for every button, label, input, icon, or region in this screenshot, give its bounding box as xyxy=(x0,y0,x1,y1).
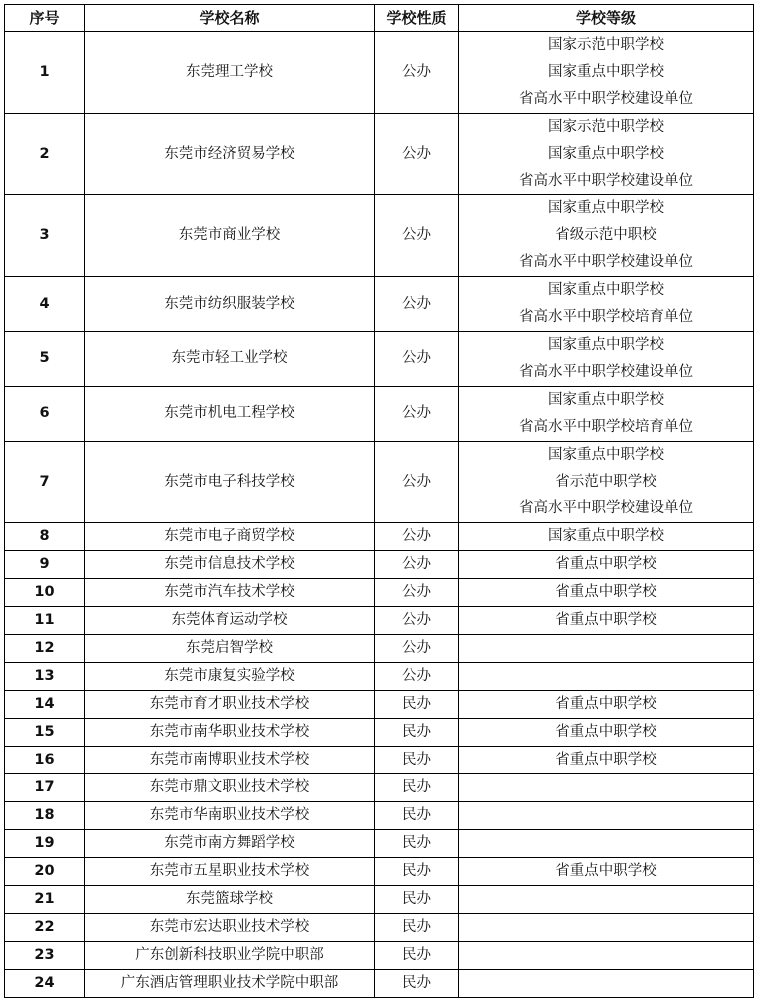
row-index: 8 xyxy=(5,523,85,551)
school-name: 东莞市机电工程学校 xyxy=(85,386,375,441)
school-level: 省重点中职学校 xyxy=(555,863,657,880)
school-level: 省重点中职学校 xyxy=(555,584,657,601)
school-level: 国家重点中职学校 xyxy=(548,391,664,408)
header-name: 学校名称 xyxy=(85,5,375,32)
table-row xyxy=(5,662,754,690)
row-index: 1 xyxy=(5,32,85,114)
school-name: 东莞市育才职业技术学校 xyxy=(85,690,375,718)
school-name: 东莞市经济贸易学校 xyxy=(85,113,375,195)
school-name: 东莞市南博职业技术学校 xyxy=(85,746,375,774)
row-index: 15 xyxy=(5,718,85,746)
school-level: 国家重点中职学校 xyxy=(548,336,664,353)
header-level: 学校等级 xyxy=(459,5,754,32)
row-index: 23 xyxy=(5,941,85,969)
school-level-cell xyxy=(459,579,754,607)
school-name: 东莞体育运动学校 xyxy=(85,607,375,635)
school-level: 省高水平中职学校建设单位 xyxy=(519,500,693,517)
school-level: 省高水平中职学校建设单位 xyxy=(519,254,693,271)
school-level-cell xyxy=(459,886,754,914)
table-row xyxy=(5,579,754,607)
school-level-cell xyxy=(459,774,754,802)
school-type: 公办 xyxy=(375,32,459,114)
school-level: 省示范中职学校 xyxy=(555,473,657,490)
school-type: 公办 xyxy=(375,662,459,690)
school-type: 民办 xyxy=(375,941,459,969)
row-index: 13 xyxy=(5,662,85,690)
table-row xyxy=(5,331,754,386)
school-level-cell xyxy=(459,551,754,579)
school-level: 国家重点中职学校 xyxy=(548,446,664,463)
row-index: 21 xyxy=(5,886,85,914)
school-level: 省高水平中职学校建设单位 xyxy=(519,90,693,107)
row-index: 4 xyxy=(5,277,85,332)
row-index: 22 xyxy=(5,914,85,942)
school-level: 省重点中职学校 xyxy=(555,723,657,740)
table-body xyxy=(5,32,754,998)
school-level: 国家重点中职学校 xyxy=(548,528,664,545)
school-type: 公办 xyxy=(375,579,459,607)
header-index: 序号 xyxy=(5,5,85,32)
school-type: 民办 xyxy=(375,718,459,746)
row-index: 12 xyxy=(5,634,85,662)
school-level: 省重点中职学校 xyxy=(555,556,657,573)
school-level: 省重点中职学校 xyxy=(555,751,657,768)
table-row xyxy=(5,607,754,635)
school-type: 民办 xyxy=(375,858,459,886)
school-name: 东莞市电子科技学校 xyxy=(85,441,375,523)
school-level: 国家重点中职学校 xyxy=(548,145,664,162)
row-index: 3 xyxy=(5,195,85,277)
row-index: 11 xyxy=(5,607,85,635)
school-name: 东莞市南方舞蹈学校 xyxy=(85,830,375,858)
school-level-cell xyxy=(459,32,754,114)
school-type: 民办 xyxy=(375,802,459,830)
school-level-cell xyxy=(459,690,754,718)
row-index: 16 xyxy=(5,746,85,774)
table-row xyxy=(5,914,754,942)
school-name: 东莞市鼎文职业技术学校 xyxy=(85,774,375,802)
table-row xyxy=(5,830,754,858)
table-row xyxy=(5,718,754,746)
table-row xyxy=(5,523,754,551)
school-type: 公办 xyxy=(375,195,459,277)
school-name: 东莞市轻工业学校 xyxy=(85,331,375,386)
school-level: 省级示范中职校 xyxy=(555,227,657,244)
school-level: 国家重点中职学校 xyxy=(548,200,664,217)
school-type: 公办 xyxy=(375,277,459,332)
table-row xyxy=(5,113,754,195)
row-index: 18 xyxy=(5,802,85,830)
school-level-cell xyxy=(459,830,754,858)
school-table xyxy=(4,4,754,998)
school-level: 国家示范中职学校 xyxy=(548,118,664,135)
school-name: 东莞启智学校 xyxy=(85,634,375,662)
school-level-cell xyxy=(459,277,754,332)
table-row xyxy=(5,746,754,774)
school-name: 东莞理工学校 xyxy=(85,32,375,114)
school-level: 国家重点中职学校 xyxy=(548,63,664,80)
school-level-cell xyxy=(459,634,754,662)
school-level: 省高水平中职学校建设单位 xyxy=(519,363,693,380)
table-row xyxy=(5,941,754,969)
table-row xyxy=(5,195,754,277)
school-type: 民办 xyxy=(375,774,459,802)
school-type: 民办 xyxy=(375,914,459,942)
table-row xyxy=(5,441,754,523)
school-name: 东莞市五星职业技术学校 xyxy=(85,858,375,886)
school-type: 民办 xyxy=(375,690,459,718)
school-name: 广东创新科技职业学院中职部 xyxy=(85,941,375,969)
school-level-cell xyxy=(459,441,754,523)
school-type: 公办 xyxy=(375,441,459,523)
school-name: 东莞市南华职业技术学校 xyxy=(85,718,375,746)
row-index: 9 xyxy=(5,551,85,579)
school-name: 东莞市康复实验学校 xyxy=(85,662,375,690)
school-level-cell xyxy=(459,113,754,195)
table-row xyxy=(5,886,754,914)
school-name: 东莞市宏达职业技术学校 xyxy=(85,914,375,942)
school-level: 国家重点中职学校 xyxy=(548,282,664,299)
school-level-cell xyxy=(459,969,754,997)
row-index: 10 xyxy=(5,579,85,607)
school-type: 民办 xyxy=(375,886,459,914)
school-type: 民办 xyxy=(375,969,459,997)
school-type: 公办 xyxy=(375,113,459,195)
school-level-cell xyxy=(459,662,754,690)
row-index: 7 xyxy=(5,441,85,523)
school-name: 东莞市电子商贸学校 xyxy=(85,523,375,551)
table-row xyxy=(5,969,754,997)
school-type: 公办 xyxy=(375,523,459,551)
school-level: 省高水平中职学校建设单位 xyxy=(519,172,693,189)
school-level: 省重点中职学校 xyxy=(555,612,657,629)
header-type: 学校性质 xyxy=(375,5,459,32)
table-row xyxy=(5,802,754,830)
row-index: 24 xyxy=(5,969,85,997)
school-name: 东莞市信息技术学校 xyxy=(85,551,375,579)
school-level-cell xyxy=(459,195,754,277)
school-level: 省重点中职学校 xyxy=(555,695,657,712)
school-type: 公办 xyxy=(375,607,459,635)
row-index: 19 xyxy=(5,830,85,858)
table-row xyxy=(5,32,754,114)
school-type: 民办 xyxy=(375,746,459,774)
row-index: 6 xyxy=(5,386,85,441)
row-index: 14 xyxy=(5,690,85,718)
school-level-cell xyxy=(459,386,754,441)
school-level-cell xyxy=(459,802,754,830)
header-row xyxy=(5,5,754,32)
row-index: 2 xyxy=(5,113,85,195)
school-type: 公办 xyxy=(375,331,459,386)
school-level-cell xyxy=(459,331,754,386)
school-name: 东莞市商业学校 xyxy=(85,195,375,277)
school-type: 公办 xyxy=(375,386,459,441)
table-row xyxy=(5,634,754,662)
school-level-cell xyxy=(459,607,754,635)
school-name: 东莞市华南职业技术学校 xyxy=(85,802,375,830)
row-index: 5 xyxy=(5,331,85,386)
school-level: 省高水平中职学校培育单位 xyxy=(519,418,693,435)
table-row xyxy=(5,386,754,441)
school-type: 公办 xyxy=(375,551,459,579)
school-level-cell xyxy=(459,941,754,969)
table-row xyxy=(5,858,754,886)
row-index: 20 xyxy=(5,858,85,886)
school-level-cell xyxy=(459,914,754,942)
row-index: 17 xyxy=(5,774,85,802)
table-row xyxy=(5,551,754,579)
school-type: 公办 xyxy=(375,634,459,662)
table-row xyxy=(5,690,754,718)
school-level: 国家示范中职学校 xyxy=(548,37,664,53)
school-level-cell xyxy=(459,718,754,746)
school-level-cell xyxy=(459,858,754,886)
table-row xyxy=(5,774,754,802)
school-name: 东莞市汽车技术学校 xyxy=(85,579,375,607)
school-name: 东莞市纺织服装学校 xyxy=(85,277,375,332)
school-name: 广东酒店管理职业技术学院中职部 xyxy=(85,969,375,997)
school-level: 省高水平中职学校培育单位 xyxy=(519,309,693,326)
school-level-cell xyxy=(459,523,754,551)
table-row xyxy=(5,277,754,332)
school-name: 东莞篮球学校 xyxy=(85,886,375,914)
school-type: 民办 xyxy=(375,830,459,858)
school-level-cell xyxy=(459,746,754,774)
